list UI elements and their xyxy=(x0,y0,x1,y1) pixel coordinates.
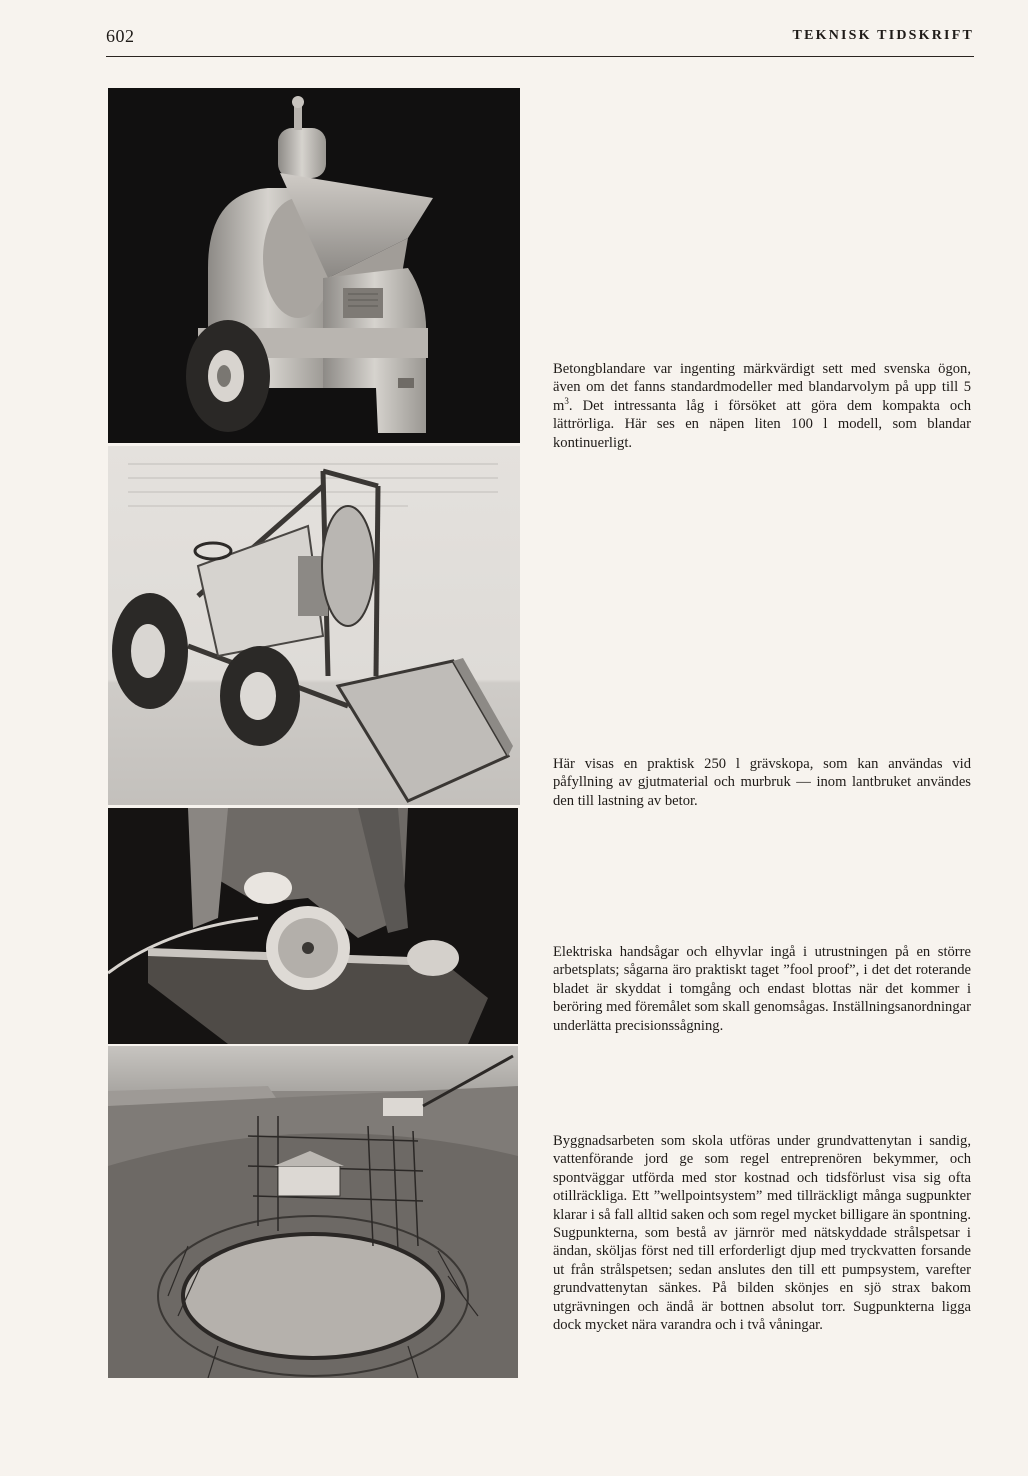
caption-excavation: Byggnadsarbeten som skola utföras under grundvattenytan i sandig, vattenförande jord ge som regel entreprenören bekymmer, och spontväggar utförda med stor kostnad och tidsförlust visa sig ofta otillräckliga. Ett ”wellpointsystem” med tillräckligt många sugpunkter klarar i så fall alltid saken och som regel mycket billigare än spontning. Sugpunkterna, som bestå av järnrör med nätskyddade strålspetsar i ändan, sköljas först ned till erforderligt djup med tryckvatten forsande ut från strålspetsen; sedan anslutes den till ett pumpsystem, varefter grundvattenytan sänkes. På bilden skönjes en sjö strax bakom utgrävningen och ändå är bottnen absolut torr. Sugpunkterna ligga dock mycket nära varandra och i två våningar. xyxy=(553,1133,971,1334)
journal-title: TEKNISK TIDSKRIFT xyxy=(792,28,974,43)
photo-circular-saw xyxy=(108,808,518,1044)
header-rule xyxy=(106,56,974,57)
caption-tractor-loader: Här visas en praktisk 250 l grävskopa, som kan användas vid påfyllning av gjutmaterial och murbruk — inom lantbruket användes den till lastning av betor. xyxy=(553,756,971,809)
page-number: 602 xyxy=(106,26,135,46)
caption-concrete-mixer xyxy=(553,360,971,452)
photo-tractor-loader xyxy=(108,446,520,805)
caption-text: Betongblandare var ingenting märkvärdigt sett med svenska ögon, även om det fanns standardmodeller med blandarvolym på upp till 5 m xyxy=(553,361,971,414)
photo-excavation xyxy=(108,1046,518,1378)
caption-superscript: 3 xyxy=(564,395,569,406)
caption-text-cont: . Det intressanta låg i försöket att göra dem kompakta och lättrörliga. Här ses en näpen liten 100 l modell, som blandar kontinuerligt. xyxy=(553,397,971,451)
photo-concrete-mixer xyxy=(108,88,520,443)
caption-circular-saw: Elektriska handsågar och elhyvlar ingå i utrustningen på en större arbetsplats; sågarna äro praktiskt taget ”fool proof”, i det det roterande bladet är skyddat i tomgång och endast blottas när det kommer i beröring med föremålet som skall genomsågas. Inställningsanordningar underlätta precisionssågning. xyxy=(553,944,971,1034)
